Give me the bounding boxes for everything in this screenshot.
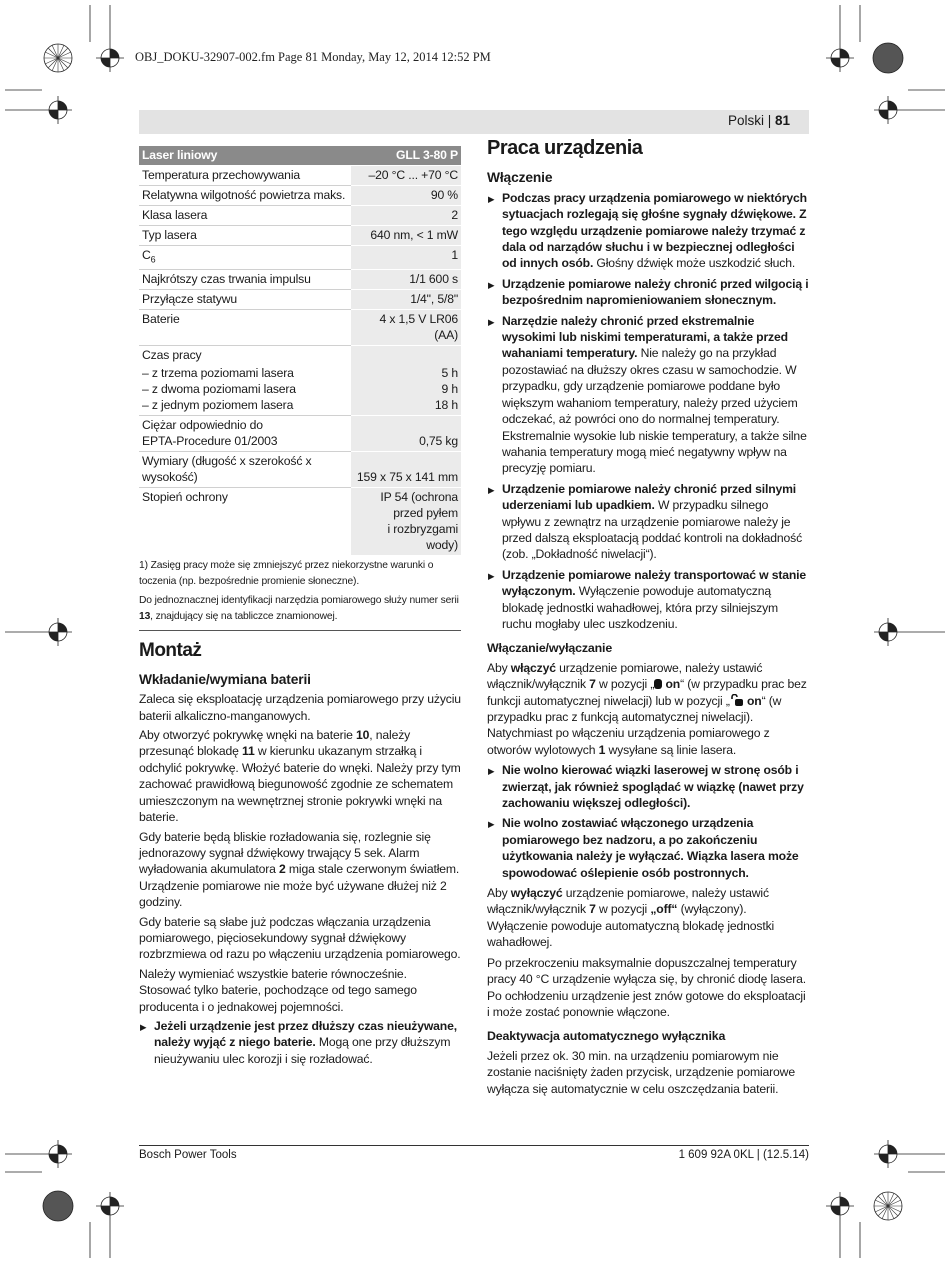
warning-bullet <box>487 815 809 881</box>
spec-value <box>351 416 461 452</box>
spec-key: Klasa lasera <box>139 206 351 226</box>
warning-bullet <box>139 1018 461 1067</box>
text: miga stale czerwonym światłem. Urządzenie pomiarowe nie może być używane dłużej niż 2 godziny. <box>139 862 460 910</box>
text: Mogą one przy dłuższym nieużywaniu ulec korozji i się rozładować. <box>154 1035 451 1066</box>
dims-value: 159 x 75 x 141 mm <box>356 470 458 485</box>
spec-key: Relatywna wilgotność powietrza maks. <box>139 186 351 206</box>
spec-value <box>351 346 461 416</box>
bold-text: Urządzenie pomiarowe należy chronić przed silnymi uderzeniami lub upadkiem. <box>502 481 797 513</box>
text: w kierunku ukazanym strzałką i odchylić pokrywkę. Włożyć baterie do wnęki. Należy przy tym zachować prawidłową biegunowość zgodnie ze schematem umieszczonym na wewnętrznej stronie pokrywki wnęki na baterie. <box>139 744 461 825</box>
spec-key <box>139 346 351 416</box>
ref: 11 <box>242 744 255 759</box>
warning-bullet <box>487 762 809 811</box>
bold-text: Urządzenie pomiarowe należy transportować w stanie wyłączonym. <box>502 567 807 599</box>
file-meta: OBJ_DOKU-32907-002.fm Page 81 Monday, May 12, 2014 12:52 PM <box>135 50 491 64</box>
serial-ref: 13 <box>139 611 151 623</box>
ref: 10 <box>356 728 370 743</box>
section-title-praca: Praca urządzenia <box>487 137 643 159</box>
spec-table <box>139 146 461 556</box>
paragraph <box>139 829 461 911</box>
weight-value: 0,75 kg <box>419 434 458 449</box>
bold-text: Urządzenie pomiarowe należy chronić przed wilgocią i bezpośrednim napromieniowaniem słonecznym. <box>502 276 809 308</box>
spec-header-row <box>139 146 461 166</box>
bold-text: Jeżeli urządzenie jest przez dłuższy czas nieużywane, należy wyjąć z niego baterie. <box>154 1018 457 1050</box>
spec-key <box>139 452 351 488</box>
header-bar <box>139 110 809 134</box>
spec-value: 1 <box>351 246 461 270</box>
spec-key <box>139 416 351 452</box>
spec-row <box>139 166 461 186</box>
left-column <box>139 146 461 1067</box>
spec-row <box>139 488 461 556</box>
ref: 7 <box>589 677 596 692</box>
paragraph: Należy wymieniać wszystkie baterie równocześnie. Stosować tylko baterie, pochodzące od tego samego producenta i o jednakowej pojemności. <box>139 966 417 1014</box>
subsection-title-autooff: Deaktywacja automatycznego wyłącznika <box>487 1029 726 1044</box>
bold-text: wyłączyć <box>510 886 563 901</box>
runtime-value: 5 h <box>441 366 458 381</box>
runtime-item: – z jednym poziomem lasera <box>142 398 294 413</box>
paragraph: Gdy baterie są słabe już podczas włączania urządzenia pomiarowego, pięciosekundowy sygnał dźwiękowy rozbrzmiewa od razu po włączeniu urządzenia pomiarowego. <box>139 914 461 962</box>
spec-row <box>139 206 461 226</box>
paragraph <box>487 885 809 951</box>
paragraph <box>139 727 461 825</box>
text: wysyłane są linie lasera. <box>605 742 737 757</box>
runtime-item: – z dwoma poziomami lasera <box>142 382 296 397</box>
spec-row <box>139 270 461 290</box>
ip-value-2: przed pyłem <box>393 506 458 521</box>
ref: 2 <box>279 862 286 877</box>
footer-brand: Bosch Power Tools <box>139 1149 237 1161</box>
footnote-serial <box>139 593 461 625</box>
runtime-label: Czas pracy <box>142 348 202 363</box>
right-column <box>487 137 809 1097</box>
bold-text: Nie wolno kierować wiązki laserowej w stronę osób i zwierząt, jak również spoglądać w wiązkę (nawet przy zachowaniu większej odległości). <box>502 763 804 811</box>
bold-text: Podczas pracy urządzenia pomiarowego w niektórych sytuacjach rozlegają się głośne sygnały dźwiękowe. Z tego względu urządzenie pomiarowe należy trzymać z dala od narządów słuchu i w bezpiecznej odległości od innych osób. <box>502 190 807 271</box>
bold-text: on <box>662 677 681 692</box>
text: Gdy baterie będą bliskie rozładowania się, rozlegnie się jednorazowy sygnał dźwiękowy trwający 5 sek. Alarm wyładowania akumulatora <box>139 829 431 877</box>
spec-value <box>351 488 461 556</box>
text: Aby <box>487 886 511 901</box>
spec-row <box>139 186 461 206</box>
spec-value: 4 x 1,5 V LR06 (AA) <box>351 310 461 346</box>
paragraph: Zaleca się eksploatację urządzenia pomiarowego przy użyciu baterii alkaliczno-manganowych. <box>139 692 461 723</box>
spec-row <box>139 416 461 452</box>
bold-text: Nie wolno zostawiać włączonego urządzenia pomiarowego bez nadzoru, a po zakończeniu użytkowania należy je wyłączać. Wiązka lasera może spowodować oślepienie osób postronnych. <box>502 816 799 880</box>
weight-label-2: EPTA-Procedure 01/2003 <box>142 434 278 449</box>
paragraph: Jeżeli przez ok. 30 min. na urządzeniu pomiarowym nie zostanie naciśnięty żaden przycisk, urządzenie pomiarowe wyłącza się automatycznie w celu oszczędzania baterii. <box>487 1048 795 1096</box>
text: Aby <box>487 660 511 675</box>
text: “ (w przypadku prac z funkcją automatycznej niwelacji). Natychmiast po włączeniu urządzenia pomiarowego z otworów wylotowych <box>487 693 782 757</box>
runtime-value: 9 h <box>441 382 458 397</box>
ip-value-3: i rozbryzgami wody) <box>387 522 458 553</box>
text: , należy przesunąć blokadę <box>139 728 411 759</box>
text: urządzenie pomiarowe, należy ustawić włącznik/wyłącznik <box>487 660 763 692</box>
paragraph: Po przekroczeniu maksymalnie dopuszczalnej temperatury pracy 40 °C urządzenie wyłącza się, by chronić diodę lasera. Po ochłodzeniu urządzenie jest znów gotowe do eksploatacji i może zostać ponownie włączone. <box>487 955 807 1019</box>
text: “ (w przypadku prac bez funkcji automatycznej niwelacji) lub w pozycji „ <box>487 677 807 708</box>
bold-text: on <box>743 693 762 708</box>
unlock-icon <box>730 694 744 706</box>
text: Nie należy go na przykład pozostawiać na dłuższy okres czasu w samochodzie. W przypadku, gdy urządzenie pomiarowe poddane było większym wahaniom temperatury, należy przed użyciem odczekać, aż powróci ono do normalnej temperatury. Ekstremalnie wysokie lub niskie temperatury, a także silne wahania temperatury mogą mieć negatywny wpływ na precyzję pomiaru. <box>502 346 807 476</box>
spec-key: Przyłącze statywu <box>139 290 351 310</box>
spec-row <box>139 310 461 346</box>
dims-label-2: wysokość) <box>142 470 198 485</box>
bold-text: „off“ <box>650 902 678 917</box>
subsection-title-baterie: Wkładanie/wymiana baterii <box>139 671 311 687</box>
spec-title: Laser liniowy <box>139 146 351 166</box>
spec-model: GLL 3-80 P <box>351 146 461 166</box>
spec-row <box>139 226 461 246</box>
dims-label-1: Wymiary (długość x szerokość x <box>142 454 312 469</box>
runtime-value: 18 h <box>434 398 458 413</box>
text: W przypadku silnego wpływu z zewnątrz na urządzenie pomiarowe należy je przed dalszą eksploatacją poddać kontroli na dokładność (zob. „Dokładność niwelacji“). <box>502 498 803 562</box>
bold-text: Narzędzie należy chronić przed ekstremalnie wysokimi lub niskimi temperaturami, a także przed wahaniami temperatury. <box>502 313 788 361</box>
footnote-1: 1) Zasięg pracy może się zmniejszyć przez niekorzystne warunki o toczenia (np. bezpośrednie promienie słoneczne). <box>139 560 434 588</box>
runtime-item: – z trzema poziomami lasera <box>142 366 294 381</box>
header-language: Polski <box>727 113 764 128</box>
text: Aby otworzyć pokrywkę wnęki na baterie <box>139 728 357 743</box>
section-title-montaz: Montaż <box>139 640 202 662</box>
ref: 7 <box>589 902 596 917</box>
weight-label-1: Ciężar odpowiednio do <box>142 418 263 433</box>
bold-text: włączyć <box>510 660 556 675</box>
text: urządzenie pomiarowe, należy ustawić włącznik/wyłącznik <box>487 886 769 917</box>
spec-value: 640 nm, < 1 mW <box>351 226 461 246</box>
page-number: 81 <box>774 113 790 128</box>
subsection-title-onoff: Włączanie/wyłączanie <box>487 641 613 656</box>
starburst-top-left <box>44 44 72 72</box>
footer-rule <box>139 1145 809 1146</box>
spec-value: –20 °C ... +70 °C <box>351 166 461 186</box>
text: Głośny dźwięk może uszkodzić słuch. <box>593 256 796 271</box>
spec-value: 90 % <box>351 186 461 206</box>
spec-key: Typ lasera <box>139 226 351 246</box>
text: Wyłączenie powoduje automatyczną blokadę jednostki wahadłowej, która przy silniejszym ruchu mogłaby ulec uszkodzeniu. <box>502 584 779 631</box>
spec-key-c6: $C_6$ <box>139 246 351 270</box>
spec-value: 1/4", 5/8" <box>351 290 461 310</box>
spec-key: Najkrótszy czas trwania impulsu <box>139 270 351 290</box>
spec-value: 2 <box>351 206 461 226</box>
warning-bullet <box>487 567 809 633</box>
warning-bullet <box>487 481 809 563</box>
warning-bullet <box>487 313 809 477</box>
spec-value <box>351 452 461 488</box>
page-header: Polski | 81 <box>727 113 790 128</box>
spec-key: Stopień ochrony <box>139 488 351 556</box>
spec-row-runtime <box>139 346 461 416</box>
warning-bullet <box>487 276 809 309</box>
subsection-title-wlaczenie: Włączenie <box>487 170 553 186</box>
text: w pozycji „ <box>595 677 655 692</box>
warning-bullet <box>487 190 809 272</box>
footer-docnum: 1 609 92A 0KL | (12.5.14) <box>678 1149 809 1161</box>
text: (wyłączony). Wyłączenie powoduje automatyczną blokadę jednostki wahadłowej. <box>487 902 775 950</box>
ip-value-1: IP 54 (ochrona <box>380 490 458 505</box>
ref: 1 <box>598 742 606 757</box>
spec-row <box>139 246 461 270</box>
spec-key: Baterie <box>139 310 351 346</box>
spec-value: 1/1 600 s <box>351 270 461 290</box>
paragraph <box>487 660 809 758</box>
spec-row <box>139 452 461 488</box>
table-notes <box>139 558 461 631</box>
serial-note-text: , znajdujący się na tabliczce znamionowej. <box>150 611 338 623</box>
serial-note-text: Do jednoznacznej identyfikacji narzędzia pomiarowego służy numer serii <box>139 595 459 607</box>
spec-key: Temperatura przechowywania <box>139 166 351 186</box>
text: w pozycji <box>595 902 651 917</box>
spec-row <box>139 290 461 310</box>
